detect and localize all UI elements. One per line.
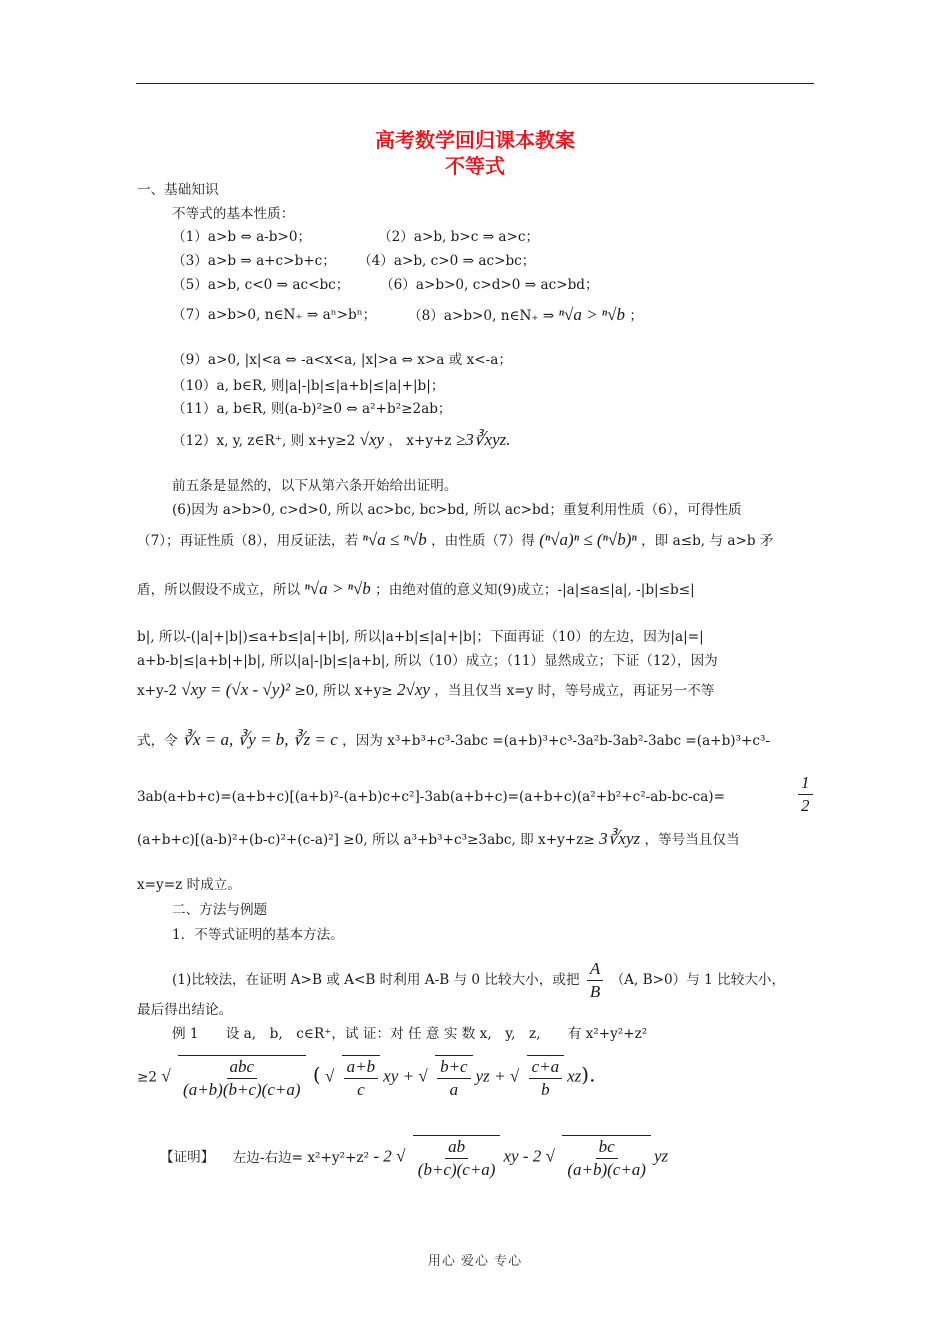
proof-line-7-text-b: ，因为 x³+b³+c³-3abc =(a+b)³+c³-3a²b-3ab²-3abc =(a+b)³+c³- [342, 733, 771, 749]
proof-minus-1: - 2 [373, 1146, 392, 1166]
property-10: （10）a, b∈R, 则|a|-|b|≤|a+b|≤|a|+|b|； [172, 378, 445, 394]
proof-minus-2: - 2 [522, 1146, 542, 1166]
proof-line-5: a+b-b|≤|a+b|+|b|, 所以|a|-|b|≤|a+b|, 所以（10）成立；（11）显然成立；下证（12），因为 [137, 653, 718, 669]
property-1: （1）a>b ⇔ a-b>0； [172, 229, 312, 245]
property-8-formula: ⁿ√a > ⁿ√b [558, 305, 625, 324]
example-1-frac-3-num: b+c [437, 1056, 471, 1079]
proof-frac-1-num: ab [445, 1136, 468, 1159]
header-rule [136, 83, 814, 84]
proof-line-7-text-a: 式，令 [137, 733, 178, 749]
proof-xy: xy [503, 1146, 519, 1166]
half-numerator: 1 [798, 772, 813, 795]
property-12-sqrt-xy: √xy [359, 430, 385, 449]
method-compare [172, 958, 785, 1003]
proof-frac-1-den: (b+c)(c+a) [417, 1160, 496, 1179]
proof-line-2 [137, 530, 773, 551]
example-1-formula: ≥2 √ $\frac{\text{abc}}{(a+b)(b+c)(c+a)}$ ( √ $\frac{a+b}{c}$ xy + √ $\frac{b+c}{a}$ yz + √ $\frac{c+a}{b}$ xz). [137, 1057, 596, 1099]
fraction-B: B [589, 982, 601, 1001]
property-2: （2）a>b, b>c ⇒ a>c； [378, 229, 540, 245]
proof-line-3-text-a: 盾，所以假设不成立，所以 [137, 582, 301, 598]
method-1: 1．不等式证明的基本方法。 [172, 927, 344, 943]
proof-block: 【证明】 左边-右边= x²+y²+z² - 2 √ $\frac{ab}{(b+c)(c+a)}$ xy - 2 √ $\frac{bc}{(a+b)(c+a)}$ yz [160, 1137, 669, 1179]
method-compare-text-a: (1)比较法，在证明 A>B 或 A<B 时利用 A-B 与 0 比较大小，或把 [172, 972, 580, 988]
property-3: （3）a>b ⇒ a+c>b+c； [172, 253, 336, 269]
properties-heading: 不等式的基本性质： [172, 206, 295, 222]
example-1-xy: xy [383, 1066, 399, 1086]
example-1-frac-4-den: b [541, 1080, 550, 1099]
example-1-ge: ≥2 [137, 1069, 158, 1086]
property-12-cbrt-xyz: ≥3∛xyz. [455, 430, 511, 449]
proof-line-3 [137, 579, 695, 600]
property-5: （5）a>b, c<0 ⇒ ac<bc； [172, 277, 350, 293]
proof-line-6-formula-2: 2√xy [397, 680, 430, 699]
example-1-yz: yz [475, 1066, 490, 1086]
proof-line-10: x=y=z 时成立。 [137, 877, 241, 893]
example-1-statement: 例 1 设 a, b, c∈R⁺，试 证：对 任 意 实 数 x, y, z, 有 x²+y²+z² [172, 1026, 648, 1042]
property-8-text: （8）a>b>0, n∈N₊ ⇒ [408, 308, 555, 324]
property-12-text-b: ， x+y+z [388, 433, 452, 449]
example-1-xz: xz [567, 1066, 582, 1086]
proof-line-7 [137, 730, 770, 751]
proof-line-9-formula: 3∛xyz [599, 829, 641, 848]
proof-line-6 [137, 680, 714, 701]
proof-line-2-text-b: ，由性质（7）得 [431, 533, 535, 549]
proof-line-6-text-a: x+y-2 [137, 683, 177, 699]
property-7: （7）a>b>0, n∈N₊ ⇒ aⁿ>bⁿ； [172, 307, 377, 323]
proof-line-7-formula: ∛x = a, ∛y = b, ∛z = c [182, 730, 338, 749]
proof-line-1: (6)因为 a>b>0, c>d>0, 所以 ac>bc, bc>bd, 所以 ac>bd；重复利用性质（6），可得性质 [172, 502, 742, 518]
proof-line-2-formula-2: (ⁿ√a)ⁿ ≤ (ⁿ√b)ⁿ [539, 530, 637, 549]
method-conclusion: 最后得出结论。 [137, 1002, 233, 1018]
section-heading-basics: 一、基础知识 [137, 182, 219, 198]
method-compare-text-b: （A, B>0）与 1 比较大小， [610, 972, 786, 988]
paragraph-intro: 前五条是显然的，以下从第六条开始给出证明。 [172, 478, 458, 494]
property-4: （4）a>b, c>0 ⇒ ac>bc； [358, 253, 536, 269]
example-1-frac-3-den: a [449, 1080, 459, 1099]
property-8-end: ； [629, 308, 643, 324]
proof-line-4: b|, 所以-(|a|+|b|)≤a+b≤|a|+|b|, 所以|a+b|≤|a|+|b|；下面再证（10）的左边，因为|a|=| [137, 629, 704, 645]
proof-text-a: 左边-右边= x²+y²+z² [232, 1149, 370, 1166]
example-1-frac-2-num: a+b [344, 1056, 378, 1079]
example-1-frac-2-den: c [357, 1080, 365, 1099]
example-1-frac-4-num: c+a [529, 1056, 563, 1079]
property-9: （9）a>0, |x|<a ⇔ -a<x<a, |x|>a ⇔ x>a 或 x<-a； [172, 352, 512, 368]
proof-line-2-formula-1: ⁿ√a ≤ ⁿ√b [362, 530, 427, 549]
page-title: 高考数学回归课本教案 [375, 128, 575, 152]
proof-line-6-text-b: ≥0, 所以 x+y≥ [294, 683, 393, 699]
proof-frac-2-den: (a+b)(c+a) [567, 1160, 646, 1179]
proof-line-2-text-a: （7）；再证性质（8），用反证法，若 [137, 533, 359, 549]
proof-line-6-formula: √xy = (√x - √y)² [181, 680, 291, 699]
property-8 [408, 305, 643, 326]
property-12 [172, 430, 511, 451]
page-footer: 用心 爱心 专心 [427, 1254, 523, 1269]
proof-line-9-text-a: (a+b+c)[(a-b)²+(b-c)²+(c-a)²] ≥0, 所以 a³+b³+c³≥3abc, 即 x+y+z≥ [137, 832, 595, 848]
proof-line-6-text-c: ，当且仅当 x=y 时，等号成立，再证另一不等 [434, 683, 715, 699]
proof-frac-2-num: bc [596, 1136, 618, 1159]
page-subtitle: 不等式 [445, 154, 505, 178]
proof-line-3-formula: ⁿ√a > ⁿ√b [304, 579, 371, 598]
proof-line-3-text-b: ；由绝对值的意义知(9)成立；-|a|≤a≤|a|, -|b|≤b≤| [375, 582, 695, 598]
property-6: （6）a>b>0, c>d>0 ⇒ ac>bd； [380, 277, 599, 293]
proof-line-8: 3ab(a+b+c)=(a+b+c)[(a+b)²-(a+b)c+c²]-3ab(a+b+c)=(a+b+c)(a²+b²+c²-ab-bc-ca)= [137, 789, 725, 805]
fraction-A: A [587, 958, 603, 981]
property-11: （11）a, b∈R, 则(a-b)²≥0 ⇔ a²+b²≥2ab； [172, 401, 452, 417]
fraction-one-half [795, 772, 816, 817]
example-1-frac-1-num: abc [227, 1056, 258, 1079]
half-denominator: 2 [801, 796, 810, 815]
section-heading-methods: 二、方法与例题 [172, 902, 268, 918]
proof-line-9 [137, 829, 740, 850]
proof-label: 【证明】 [160, 1149, 215, 1166]
example-1-frac-1-den: (a+b)(b+c)(c+a) [183, 1080, 301, 1099]
proof-line-9-text-b: ，等号当且仅当 [644, 832, 740, 848]
proof-line-2-text-c: ，即 a≤b, 与 a>b 矛 [641, 533, 774, 549]
property-12-text: （12）x, y, z∈R⁺, 则 x+y≥2 [172, 433, 356, 449]
proof-yz: yz [653, 1146, 669, 1166]
